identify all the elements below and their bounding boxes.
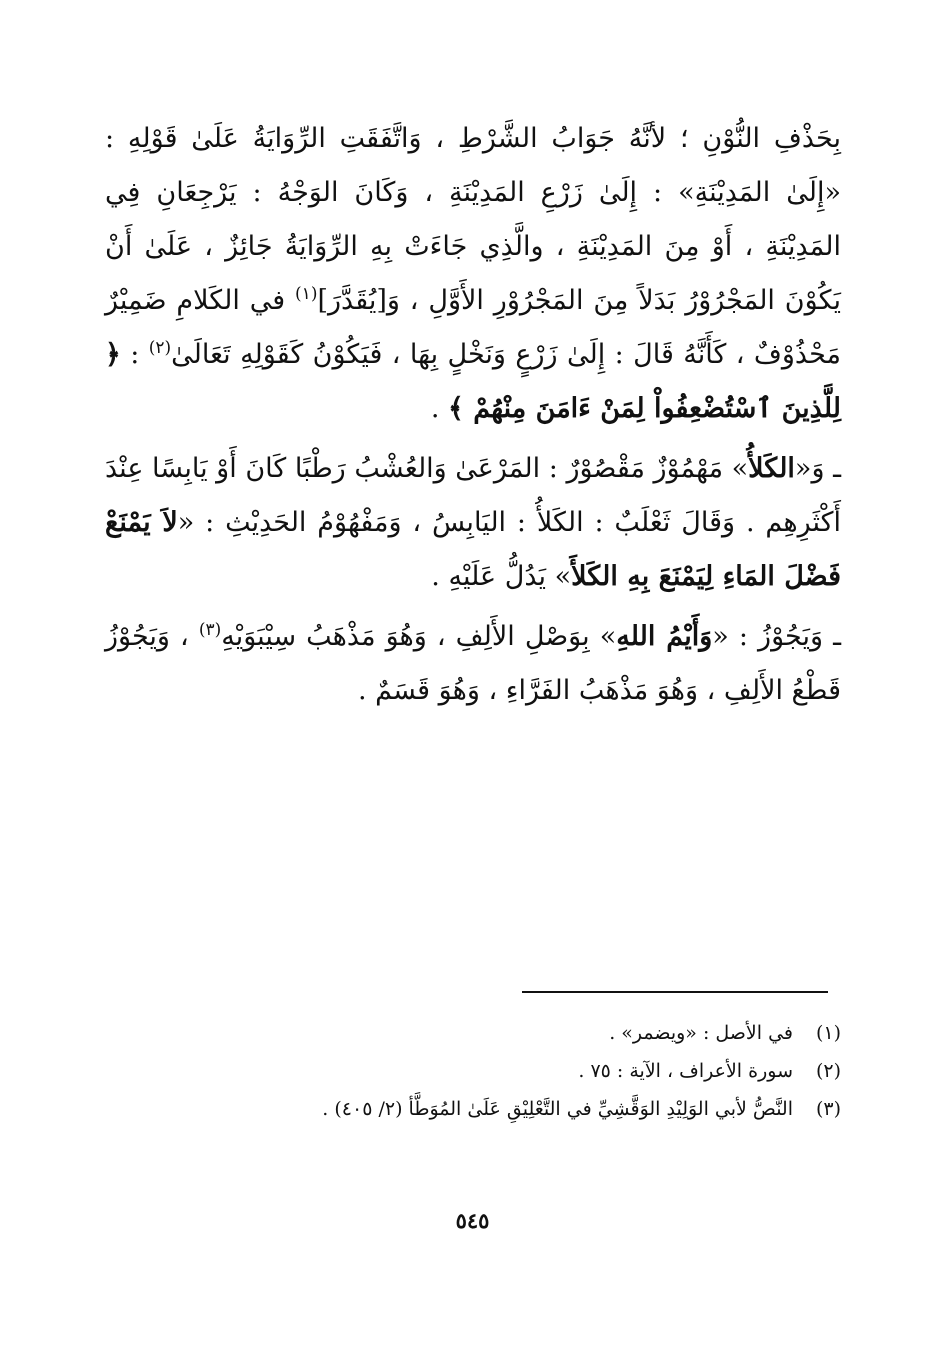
paragraph-3 (105, 610, 841, 718)
paragraph-text: في الكَلامِ ضَمِيْرٌ مَحْذُوْفٌ ، كَأَنَّهُ قَالَ : إِلَىٰ زَرْعٍ وَنَخْلٍ بِهَا ، فَيَكُوْنُ كَقَوْلِهِ تَعَالَىٰ (105, 285, 841, 370)
footnote-number: (١) (815, 1022, 841, 1044)
footnote-ref-2: (٢) (148, 338, 172, 358)
paragraph-text: ، وَيَجُوْزُ قَطْعُ الأَلِفِ ، وَهُوَ مَذْهَبُ الفَرَّاءِ ، وَهُوَ قَسَمٌ . (105, 621, 841, 706)
paragraph-text: ـ وَ« (794, 453, 841, 484)
footnote-2 (105, 1052, 841, 1090)
paragraph-text: . (430, 393, 448, 424)
footnote-number: (٣) (815, 1098, 841, 1120)
paragraph-text: » مَهْمُوْزٌ مَقْصُوْرٌ : المَرْعَىٰ وَالعُشْبُ رَطْبًا كَانَ أَوْ يَابِسًا عِنْدَ أَكْثَرِهِم . وَقَالَ ثَعْلَبٌ : الكَلأُ : اليَابِسُ ، وَمَفْهُوْمُ الحَدِيْثِ : « (105, 453, 841, 538)
headword: وَأَيْمُ اللهِ (616, 621, 713, 652)
footnote-text: النَّصُّ لأبي الوَلِيْدِ الوَقَّشِيِّ في التَّعْلِيْقِ عَلَىٰ المُوَطَّأ (٢/ ٤٠٥) . (322, 1098, 793, 1120)
footnote-text: في الأصل : «ويضمر» . (609, 1022, 793, 1044)
footnote-3 (105, 1090, 841, 1128)
footnote-1 (105, 1014, 841, 1052)
footnote-ref-3: (٣) (198, 620, 222, 640)
paragraph-text: : (120, 339, 149, 370)
paragraph-text: » بِوَصْلِ الأَلِفِ ، وَهُوَ مَذْهَبُ سِيْبَوَيْهِ (221, 621, 617, 652)
hadith-quote: لاَ يَمْنَعْ فَضْلَ المَاءِ لِيَمْنَعَ بِهِ الكَلأَ (105, 507, 841, 592)
paragraph-2 (105, 442, 841, 604)
footnote-text: سورة الأعراف ، الآية : ٧٥ . (578, 1060, 793, 1082)
paragraph-1 (105, 112, 841, 436)
main-text (105, 112, 841, 718)
paragraph-text: بِحَذْفِ النُّوْنِ ؛ لأنَّهُ جَوَابُ الشَّرْطِ ، وَاتَّفَقَتِ الرِّوَايَةُ عَلَىٰ قَوْلِهِ : «إِلَىٰ المَدِيْنَةِ» : إِلَىٰ زَرْعِ المَدِيْنَةِ ، وَكَانَ الوَجْهُ : يَرْجِعَانِ فِي المَدِيْنَةِ ، أَوْ مِنَ المَدِيْنَةِ ، والَّذِي جَاءَتْ بِهِ الرِّوَايَةُ جَائِزٌ ، عَلَىٰ أَنْ يَكُوْنَ المَجْرُوْرُ بَدَلاً مِنَ المَجْرُوْرِ الأَوَّلِ ، وَ[يُقَدَّرَ] (105, 123, 841, 316)
page-number: ٥٤٥ (455, 1208, 490, 1233)
quran-verse: ﴿ لِلَّذِينَ ٱسْتُضْعِفُواْ لِمَنْ ءَامَنَ مِنْهُمْ ﴾ (105, 339, 841, 424)
footnote-number: (٢) (815, 1060, 841, 1082)
paragraph-text: » يَدُلُّ عَلَيْهِ . (431, 561, 572, 592)
headword: الكَلأُ (748, 453, 795, 484)
paragraph-text: ـ وَيَجُوْزُ : « (712, 621, 841, 652)
footnote-ref-1: (١) (295, 284, 318, 304)
footnote-separator (522, 991, 828, 993)
footnotes (105, 1014, 841, 1128)
